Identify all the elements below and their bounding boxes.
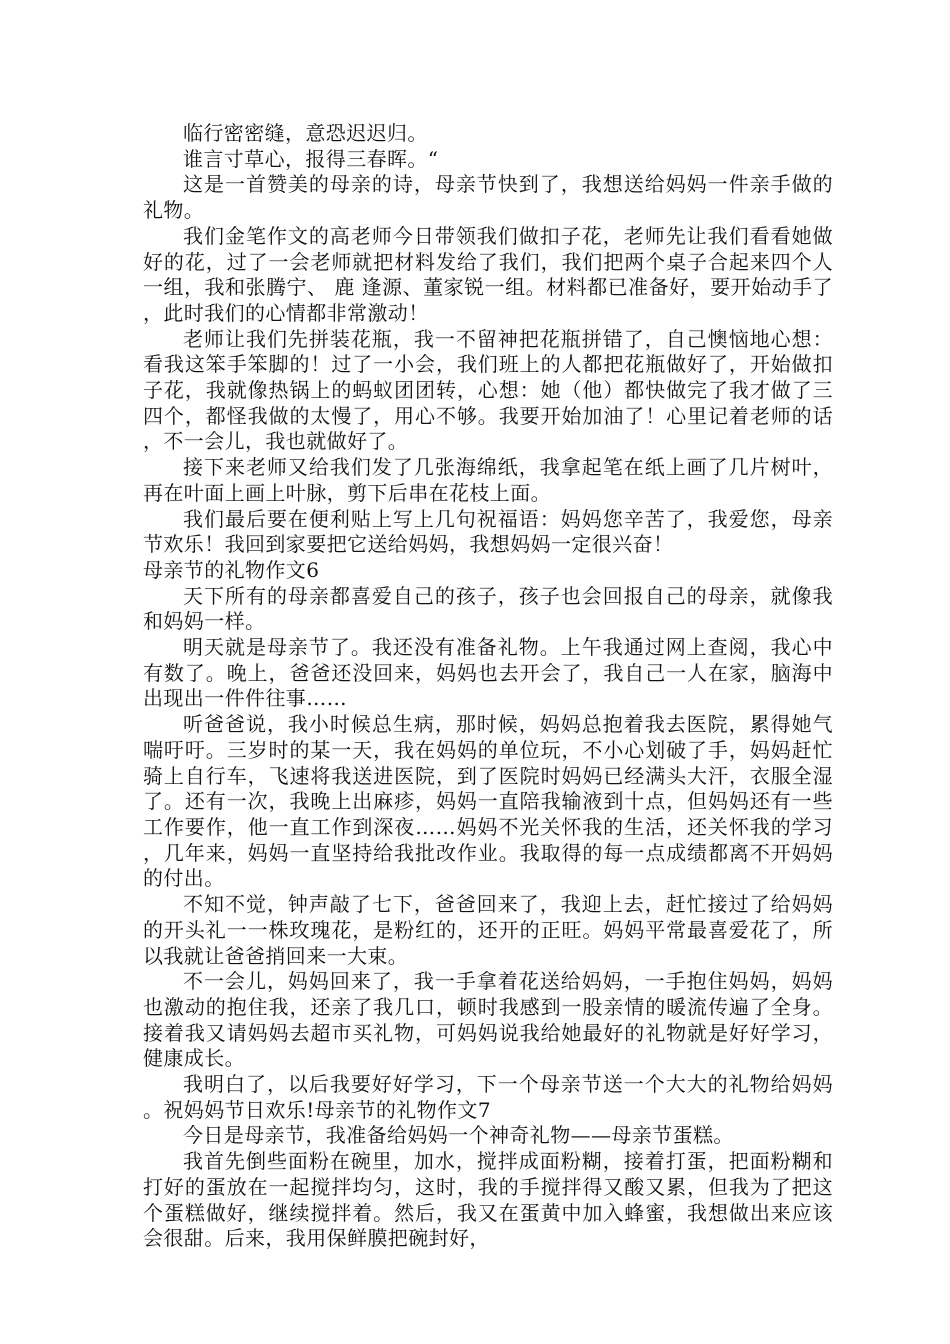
essay-heading: 母亲节的礼物作文6 xyxy=(143,557,320,582)
paragraph: 天下所有的母亲都喜爱自己的孩子，孩子也会回报自己的母亲，就像我和妈妈一样。 xyxy=(143,583,833,634)
paragraph: 明天就是母亲节了。我还没有准备礼物。上午我通过网上查阅，我心中有数了。晚上，爸爸还没回来，妈妈也去开会了，我自己一人在家，脑海中出现出一件件往事…… xyxy=(143,635,833,711)
paragraph-poem-line-1: 临行密密缝，意恐迟迟归。 xyxy=(183,121,428,145)
paragraph: 我们金笔作文的高老师今日带领我们做扣子花，老师先让我们看看她做好的花，过了一会老师就把材料发给了我们，我们把两个桌子合起来四个人一组，我和张腾宁、 鹿 逢源、董家锐一组。材料都已准备好，要开始动手了，此时我们的心情都非常激动！ xyxy=(143,223,833,325)
paragraph-poem-line-2: 谁言寸草心，报得三春晖。“ xyxy=(183,146,439,171)
paragraph: 我们最后要在便利贴上写上几句祝福语：妈妈您辛苦了，我爱您，母亲节欢乐！我回到家要把它送给妈妈，我想妈妈一定很兴奋！ xyxy=(143,506,833,557)
paragraph: 不一会儿，妈妈回来了，我一手拿着花送给妈妈，一手抱住妈妈，妈妈也激动的抱住我，还亲了我几口，顿时我感到一股亲情的暖流传遍了全身。接着我又请妈妈去超市买礼物，可妈妈说我给她最好的礼物就是好好学习，健康成长。 xyxy=(143,969,833,1071)
paragraph: 这是一首赞美的母亲的诗，母亲节快到了，我想送给妈妈一件亲手做的礼物。 xyxy=(143,172,833,223)
paragraph: 今日是母亲节，我准备给妈妈一个神奇礼物——母亲节蛋糕。 xyxy=(183,1123,734,1148)
paragraph: 我明白了，以后我要好好学习，下一个母亲节送一个大大的礼物给妈妈。祝妈妈节日欢乐!母亲节的礼物作文7 xyxy=(143,1072,833,1122)
paragraph: 我首先倒些面粉在碗里，加水，搅拌成面粉糊，接着打蛋，把面粉糊和打好的蛋放在一起搅拌均匀，这时，我的手搅拌得又酸又累，但我为了把这个蛋糕做好，继续搅拌着。然后，我又在蛋黄中加入蜂蜜，我想做出来应该会很甜。后来，我用保鲜膜把碗封好， xyxy=(143,1149,833,1251)
paragraph: 不知不觉，钟声敲了七下，爸爸回来了，我迎上去，赶忙接过了给妈妈的开头礼一一株玫瑰花，是粉红的，还开的正旺。妈妈平常最喜爱花了，所以我就让爸爸捎回来一大束。 xyxy=(143,892,833,968)
essay-body xyxy=(143,121,833,1252)
paragraph: 接下来老师又给我们发了几张海绵纸，我拿起笔在纸上画了几片树叶，再在叶面上画上叶脉，剪下后串在花枝上面。 xyxy=(143,455,833,505)
paragraph: 老师让我们先拼装花瓶，我一不留神把花瓶拼错了，自己懊恼地心想：看我这笨手笨脚的！过了一小会，我们班上的人都把花瓶做好了，开始做扣子花，我就像热锅上的蚂蚁团团转，心想：她（他）都快做完了我才做了三四个，都怪我做的太慢了，用心不够。我要开始加油了！心里记着老师的话，不一会儿，我也就做好了。 xyxy=(143,326,833,454)
paragraph: 听爸爸说，我小时候总生病，那时候，妈妈总抱着我去医院，累得她气喘吁吁。三岁时的某一天，我在妈妈的单位玩，不小心划破了手，妈妈赶忙骑上自行车，飞速将我送进医院，到了医院时妈妈已经满头大汗，衣服全湿了。还有一次，我晚上出麻疹，妈妈一直陪我输液到十点，但妈妈还有一些工作要作，他一直工作到深夜……妈妈不光关怀我的生活，还关怀我的学习，几年来，妈妈一直坚持给我批改作业。我取得的每一点成绩都离不开妈妈的付出。 xyxy=(143,712,833,891)
